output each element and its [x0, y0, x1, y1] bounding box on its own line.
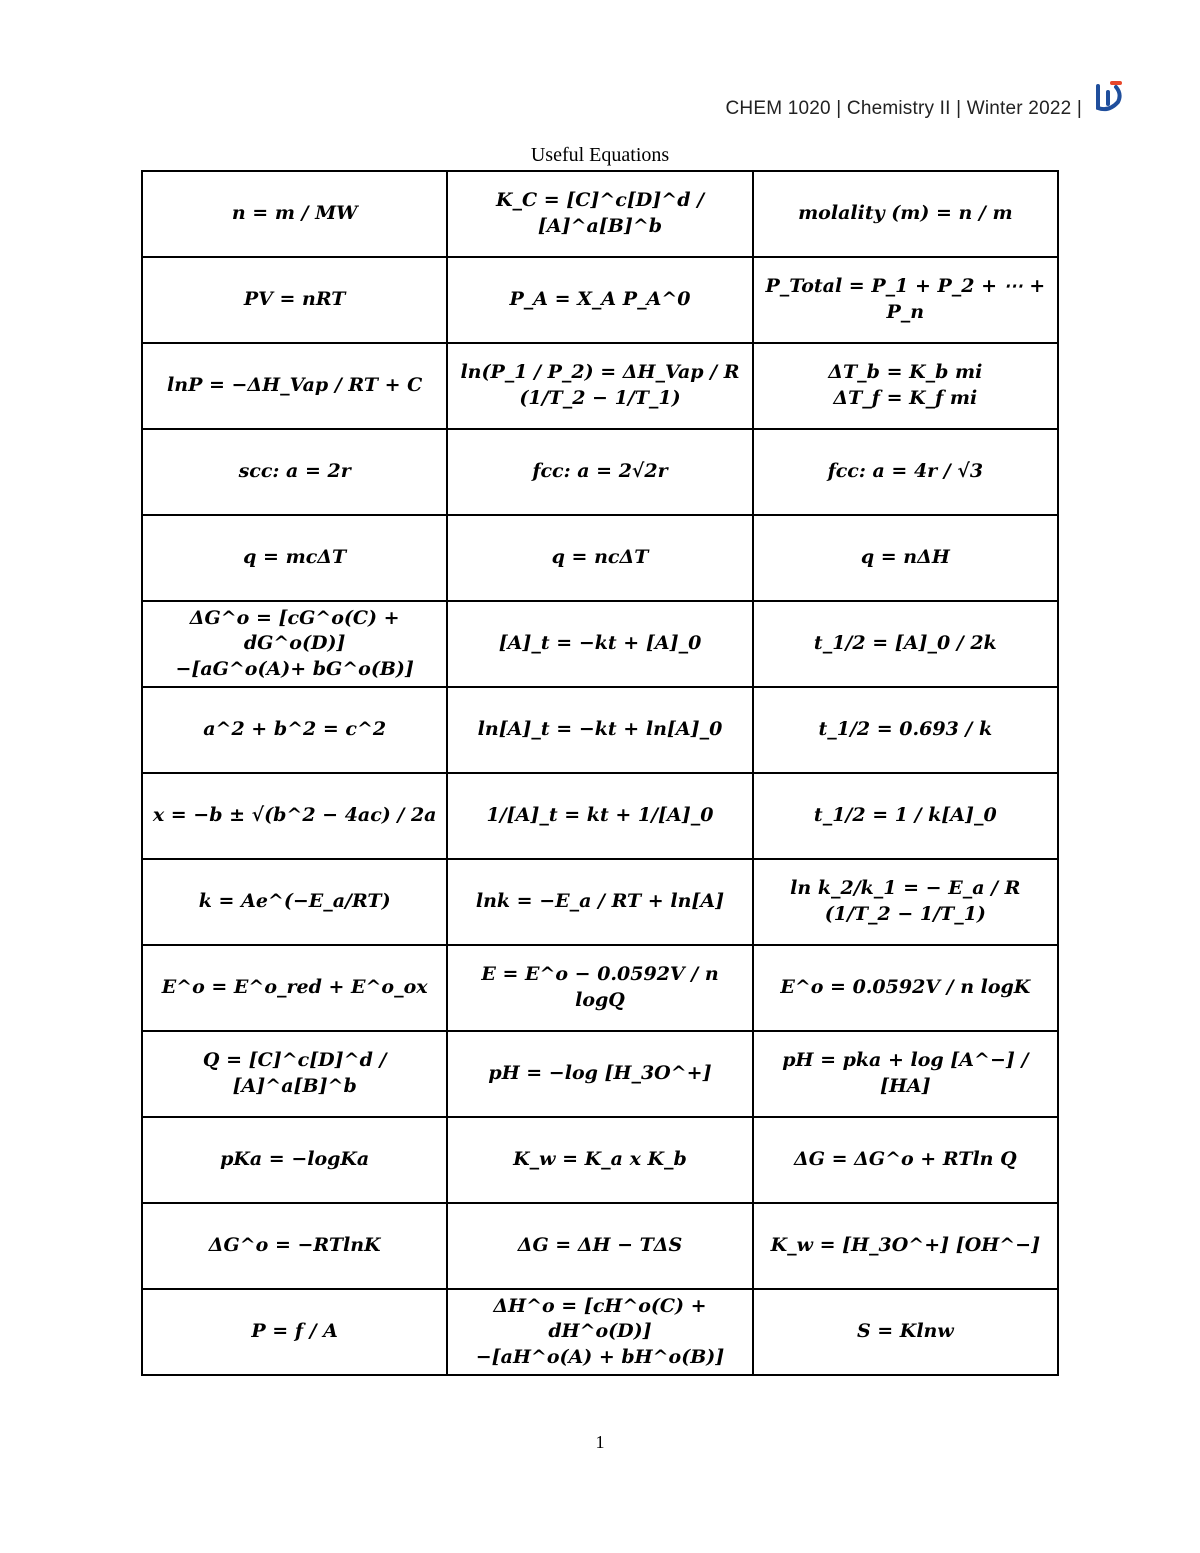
equation: K_w = [H_3O^+] [OH^−] — [770, 1234, 1041, 1257]
equation: k = Ae^(−E_a/RT) — [198, 890, 391, 913]
equation: x = −b ± √(b^2 − 4ac) / 2a — [152, 804, 437, 827]
equation-cell — [142, 429, 447, 515]
equation: ln k_2/k_1 = − E_a / R (1/T_2 − 1/T_1) — [790, 877, 1021, 925]
equation: t_1/2 = [A]_0 / 2k — [813, 632, 997, 655]
page-number: 1 — [595, 1432, 605, 1452]
equation-cell — [447, 1203, 752, 1289]
equation-cell — [142, 601, 447, 687]
equation: [A]_t = −kt + [A]_0 — [498, 632, 702, 655]
equation-cell — [142, 1031, 447, 1117]
table-row — [142, 171, 1058, 257]
equation-cell — [142, 1289, 447, 1375]
equation-cell — [753, 171, 1058, 257]
equation: E^o = E^o_red + E^o_ox — [161, 976, 428, 999]
equation-cell — [447, 515, 752, 601]
equation: t_1/2 = 0.693 / k — [818, 718, 993, 741]
document-title: Useful Equations — [530, 144, 670, 166]
equation-cell — [753, 257, 1058, 343]
equation: lnk = −E_a / RT + ln[A] — [475, 890, 725, 913]
table-row — [142, 257, 1058, 343]
equation: ΔG^o = −RTlnK — [208, 1234, 381, 1257]
equation-cell — [447, 1031, 752, 1117]
equation: scc: a = 2r — [238, 460, 351, 483]
equation: P = f / A — [251, 1320, 338, 1343]
equation: E = E^o − 0.0592V / n logQ — [481, 963, 719, 1011]
equation-cell — [142, 1117, 447, 1203]
table-row — [142, 429, 1058, 515]
equation: q = nΔH — [860, 546, 950, 569]
equation-cell — [142, 1203, 447, 1289]
table-row — [142, 945, 1058, 1031]
table-row — [142, 859, 1058, 945]
equation: 1/[A]_t = kt + 1/[A]_0 — [486, 804, 714, 827]
course-header: CHEM 1020 | Chemistry II | Winter 2022 | — [725, 98, 1082, 119]
equation: K_C = [C]^c[D]^d / [A]^a[B]^b — [495, 189, 705, 237]
equations-table — [141, 170, 1059, 1376]
equation: n = m / MW — [231, 202, 358, 225]
equation: ΔG = ΔH − TΔS — [517, 1234, 683, 1257]
equation: E^o = 0.0592V / n logK — [780, 976, 1031, 999]
equation-cell — [753, 945, 1058, 1031]
table-row — [142, 1117, 1058, 1203]
equation: fcc: a = 4r / √3 — [827, 460, 984, 483]
equation: pKa = −logKa — [220, 1148, 370, 1171]
equation-cell — [447, 1117, 752, 1203]
equation-cell — [753, 429, 1058, 515]
equation-cell — [447, 343, 752, 429]
equation-cell — [753, 773, 1058, 859]
equation-cell — [753, 601, 1058, 687]
equation-cell — [447, 171, 752, 257]
equation-cell — [447, 429, 752, 515]
equation-cell — [142, 171, 447, 257]
equation-cell — [447, 1289, 752, 1375]
equation-cell — [142, 945, 447, 1031]
equation-cell — [753, 687, 1058, 773]
equation-cell — [447, 773, 752, 859]
equation: P_A = X_A P_A^0 — [509, 288, 691, 311]
equation-cell — [753, 1117, 1058, 1203]
equation-cell — [753, 515, 1058, 601]
equation: K_w = K_a x K_b — [513, 1148, 687, 1171]
equation-cell — [753, 859, 1058, 945]
equation: t_1/2 = 1 / k[A]_0 — [813, 804, 997, 827]
table-row — [142, 773, 1058, 859]
equation: pH = pka + log [A^−] / [HA] — [782, 1049, 1029, 1097]
equation: ΔG = ΔG^o + RTln Q — [794, 1148, 1017, 1171]
equation-cell — [142, 687, 447, 773]
equation-cell — [753, 1031, 1058, 1117]
equation: q = mcΔT — [243, 546, 347, 569]
equation: pH = −log [H_3O^+] — [488, 1062, 712, 1085]
equation: ΔH^o = [cH^o(C) + dH^o(D)] −[aH^o(A) + bH^o(B)] — [475, 1294, 725, 1368]
table-row — [142, 687, 1058, 773]
equation-cell — [447, 687, 752, 773]
equation-cell — [142, 257, 447, 343]
institution-logo-icon — [1094, 80, 1124, 114]
equation-cell — [142, 343, 447, 429]
equation: lnP = −ΔH_Vap / RT + C — [167, 374, 423, 397]
table-row — [142, 1203, 1058, 1289]
table-row — [142, 515, 1058, 601]
equation-cell — [753, 1203, 1058, 1289]
equation-cell — [447, 601, 752, 687]
equation-cell — [447, 859, 752, 945]
table-row — [142, 343, 1058, 429]
equation: S = Klnw — [856, 1320, 954, 1343]
equation: PV = nRT — [243, 288, 346, 311]
equation-cell — [142, 515, 447, 601]
equation-cell — [753, 343, 1058, 429]
equation-cell — [447, 945, 752, 1031]
equation: ln(P_1 / P_2) = ΔH_Vap / R (1/T_2 − 1/T_1) — [460, 361, 740, 409]
equation-cell — [753, 1289, 1058, 1375]
equation-cell — [447, 257, 752, 343]
equation: fcc: a = 2√2r — [532, 460, 668, 483]
equation: molality (m) = n / m — [798, 202, 1013, 225]
equation: P_Total = P_1 + P_2 + ⋯ + P_n — [765, 275, 1046, 323]
equation: ΔG^o = [cG^o(C) + dG^o(D)] −[aG^o(A)+ bG^o(B)] — [175, 606, 414, 680]
equation-cell — [142, 859, 447, 945]
equation: ΔT_b = K_b mi ΔT_f = K_f mi — [828, 361, 983, 409]
equation-cell — [142, 773, 447, 859]
table-row — [142, 1289, 1058, 1375]
table-row — [142, 1031, 1058, 1117]
table-row — [142, 601, 1058, 687]
equation: a^2 + b^2 = c^2 — [203, 718, 387, 741]
equation: q = ncΔT — [551, 546, 649, 569]
equation: Q = [C]^c[D]^d / [A]^a[B]^b — [202, 1049, 387, 1097]
equation: ln[A]_t = −kt + ln[A]_0 — [477, 718, 723, 741]
